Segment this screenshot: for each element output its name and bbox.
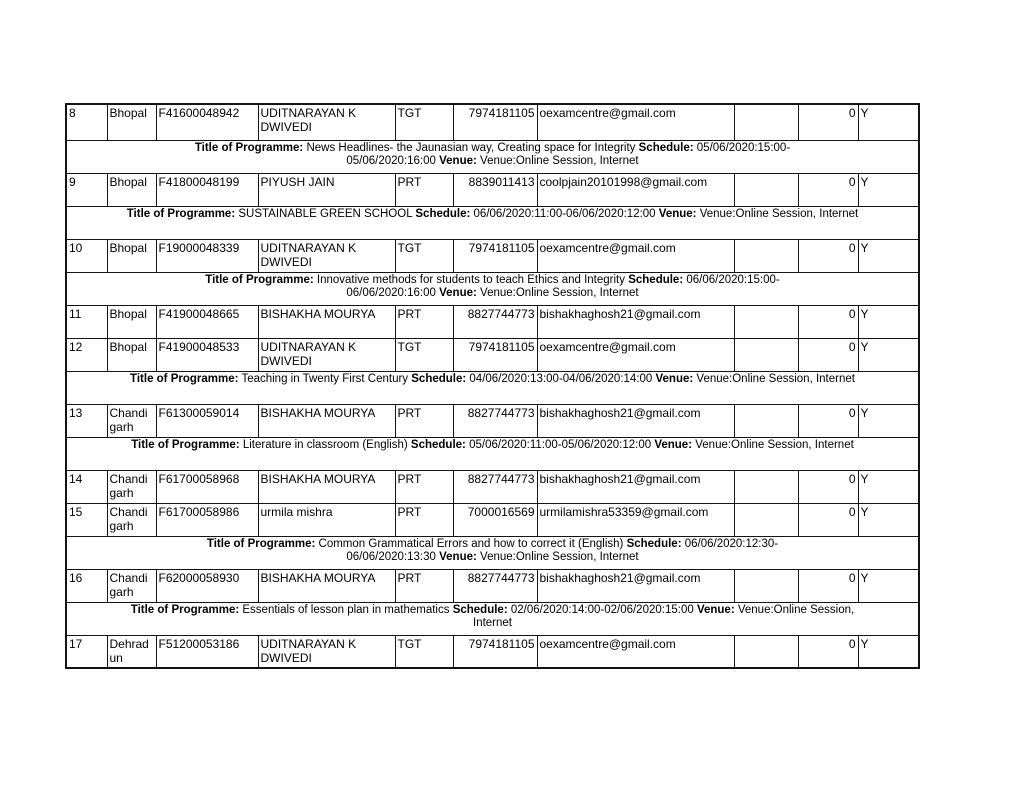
cell-count: 0 [798, 404, 858, 437]
programme-title-row [66, 371, 919, 404]
schedule-value: 05/06/2020:16:00 [346, 155, 440, 167]
cell-email: coolpjain20101998@gmail.com [537, 173, 734, 206]
cell-blank [734, 569, 798, 602]
cell-city: Bhopal [107, 104, 156, 140]
cell-phone: 7974181105 [453, 338, 537, 371]
cell-blank [734, 338, 798, 371]
programme-name: Innovative methods for students to teach Ethics and Integrity [313, 273, 629, 286]
cell-application-id: F41600048942 [156, 104, 258, 140]
cell-city: Chandigarh [107, 470, 156, 503]
table-row [66, 338, 919, 371]
cell-application-id: F61300059014 [156, 404, 258, 437]
cell-blank [734, 239, 798, 272]
programme-title-cell [66, 371, 919, 404]
venue-label: Venue: [439, 155, 477, 167]
cell-phone: 8827744773 [453, 305, 537, 338]
cell-serial: 9 [66, 173, 107, 206]
cell-serial: 16 [66, 569, 107, 602]
table-row [66, 104, 919, 140]
programme-title-text [69, 373, 916, 387]
schedule-label: Schedule: [452, 603, 508, 616]
title-label: Title of Programme: [205, 273, 314, 286]
schedule-value: 06/06/2020:13:30 [346, 551, 440, 563]
schedule-label: Schedule: [638, 141, 694, 154]
cell-application-id: F62000058930 [156, 569, 258, 602]
programme-title-text [69, 208, 916, 222]
cell-phone: 7974181105 [453, 104, 537, 140]
cell-flag: Y [858, 569, 919, 602]
programme-name: Literature in classroom (English) [239, 438, 411, 451]
programme-title-cell [66, 140, 919, 173]
table-row [66, 173, 919, 206]
programme-title-cell [66, 206, 919, 239]
programme-title-row [66, 536, 919, 569]
cell-count: 0 [798, 104, 858, 140]
cell-participant-name: BISHAKHA MOURYA [258, 470, 395, 503]
schedule-value: 06/06/2020:15:00- [683, 273, 780, 286]
programme-name: Teaching in Twenty First Century [238, 372, 412, 385]
cell-email: oexamcentre@gmail.com [537, 239, 734, 272]
programme-title-row [66, 272, 919, 305]
cell-flag: Y [858, 635, 919, 668]
schedule-value: 06/06/2020:11:00-06/06/2020:12:00 [470, 207, 659, 220]
cell-blank [734, 305, 798, 338]
schedule-label: Schedule: [411, 372, 467, 385]
cell-designation: PRT [395, 305, 453, 338]
schedule-label: Schedule: [415, 207, 471, 220]
cell-city: Bhopal [107, 305, 156, 338]
cell-city: Bhopal [107, 338, 156, 371]
venue-label: Venue: [439, 551, 477, 563]
cell-phone: 8827744773 [453, 404, 537, 437]
cell-flag: Y [858, 173, 919, 206]
cell-count: 0 [798, 503, 858, 536]
cell-application-id: F61700058986 [156, 503, 258, 536]
programme-title-text [69, 142, 916, 169]
cell-email: urmilamishra53359@gmail.com [537, 503, 734, 536]
table-row [66, 635, 919, 668]
cell-phone: 7974181105 [453, 239, 537, 272]
schedule-label: Schedule: [410, 438, 466, 451]
table-row [66, 305, 919, 338]
cell-designation: PRT [395, 404, 453, 437]
cell-email: bishakhaghosh21@gmail.com [537, 404, 734, 437]
schedule-value: 06/06/2020:12:30- [681, 537, 779, 550]
venue-label: Venue: [654, 438, 693, 451]
cell-flag: Y [858, 470, 919, 503]
cell-phone: 7000016569 [453, 503, 537, 536]
cell-participant-name: PIYUSH JAIN [258, 173, 395, 206]
cell-email: oexamcentre@gmail.com [537, 635, 734, 668]
programme-title-row [66, 437, 919, 470]
title-label: Title of Programme: [130, 603, 240, 616]
programme-title-text [69, 274, 916, 301]
cell-flag: Y [858, 305, 919, 338]
cell-email: bishakhaghosh21@gmail.com [537, 470, 734, 503]
cell-email: oexamcentre@gmail.com [537, 338, 734, 371]
cell-city: Chandigarh [107, 404, 156, 437]
venue-label: Venue: [655, 372, 694, 385]
programme-name: Essentials of lesson plan in mathematics [239, 603, 453, 616]
cell-email: oexamcentre@gmail.com [537, 104, 734, 140]
schedule-value: 02/06/2020:14:00-02/06/2020:15:00 [507, 603, 697, 616]
cell-blank [734, 404, 798, 437]
programme-title-cell [66, 602, 919, 635]
cell-participant-name: UDITNARAYAN K DWIVEDI [258, 338, 395, 371]
venue-value: Venue:Online Session, Internet [476, 551, 639, 563]
cell-application-id: F41800048199 [156, 173, 258, 206]
cell-flag: Y [858, 104, 919, 140]
cell-application-id: F41900048665 [156, 305, 258, 338]
cell-designation: TGT [395, 239, 453, 272]
cell-serial: 8 [66, 104, 107, 140]
cell-designation: PRT [395, 173, 453, 206]
cell-flag: Y [858, 503, 919, 536]
venue-label: Venue: [696, 603, 735, 616]
cell-email: bishakhaghosh21@gmail.com [537, 305, 734, 338]
cell-blank [734, 635, 798, 668]
cell-phone: 8839011413 [453, 173, 537, 206]
venue-value: Venue:Online Session, Internet [476, 155, 639, 167]
cell-serial: 12 [66, 338, 107, 371]
cell-blank [734, 173, 798, 206]
cell-participant-name: UDITNARAYAN K DWIVEDI [258, 239, 395, 272]
programme-title-row [66, 206, 919, 239]
cell-count: 0 [798, 470, 858, 503]
cell-participant-name: UDITNARAYAN K DWIVEDI [258, 635, 395, 668]
programme-title-cell [66, 272, 919, 305]
cell-count: 0 [798, 173, 858, 206]
programme-title-text [69, 538, 916, 565]
venue-value: Venue:Online Session, Internet [692, 438, 854, 451]
cell-phone: 7974181105 [453, 635, 537, 668]
cell-participant-name: BISHAKHA MOURYA [258, 305, 395, 338]
schedule-label: Schedule: [628, 273, 684, 286]
programme-table [65, 103, 920, 669]
cell-serial: 13 [66, 404, 107, 437]
cell-city: Bhopal [107, 239, 156, 272]
cell-designation: PRT [395, 470, 453, 503]
programme-name: Common Grammatical Errors and how to correct it (English) [315, 537, 627, 550]
cell-count: 0 [798, 239, 858, 272]
cell-city: Chandigarh [107, 569, 156, 602]
cell-serial: 10 [66, 239, 107, 272]
title-label: Title of Programme: [194, 141, 304, 154]
schedule-value: 05/06/2020:11:00-05/06/2020:12:00 [465, 438, 655, 451]
schedule-label: Schedule: [626, 537, 682, 550]
venue-label: Venue: [658, 207, 697, 220]
programme-name: SUSTAINABLE GREEN SCHOOL [235, 207, 416, 220]
title-label: Title of Programme: [131, 438, 240, 451]
cell-application-id: F19000048339 [156, 239, 258, 272]
venue-value: Venue:Online Session, Internet [696, 207, 859, 220]
cell-blank [734, 503, 798, 536]
cell-city: Chandigarh [107, 503, 156, 536]
cell-designation: PRT [395, 569, 453, 602]
schedule-value: 04/06/2020:13:00-04/06/2020:14:00 [466, 372, 656, 385]
cell-city: Dehradun [107, 635, 156, 668]
title-label: Title of Programme: [206, 537, 316, 550]
cell-participant-name: BISHAKHA MOURYA [258, 404, 395, 437]
cell-blank [734, 470, 798, 503]
venue-value: Internet [473, 617, 512, 629]
cell-blank [734, 104, 798, 140]
cell-designation: PRT [395, 503, 453, 536]
cell-phone: 8827744773 [453, 569, 537, 602]
title-label: Title of Programme: [126, 207, 236, 220]
cell-flag: Y [858, 338, 919, 371]
cell-city: Bhopal [107, 173, 156, 206]
cell-serial: 11 [66, 305, 107, 338]
schedule-value: 06/06/2020:16:00 [346, 287, 440, 299]
table-row [66, 404, 919, 437]
table-row [66, 239, 919, 272]
programme-title-cell [66, 437, 919, 470]
venue-value: Venue:Online Session, [734, 603, 855, 616]
programme-title-cell [66, 536, 919, 569]
cell-application-id: F41900048533 [156, 338, 258, 371]
cell-count: 0 [798, 569, 858, 602]
table-row [66, 470, 919, 503]
venue-value: Venue:Online Session, Internet [693, 372, 855, 385]
cell-participant-name: BISHAKHA MOURYA [258, 569, 395, 602]
cell-phone: 8827744773 [453, 470, 537, 503]
cell-flag: Y [858, 239, 919, 272]
cell-count: 0 [798, 635, 858, 668]
cell-serial: 14 [66, 470, 107, 503]
venue-label: Venue: [439, 287, 477, 299]
programme-title-row [66, 140, 919, 173]
venue-value: Venue:Online Session, Internet [476, 287, 639, 299]
title-label: Title of Programme: [130, 372, 239, 385]
programme-title-text [69, 604, 916, 631]
cell-serial: 15 [66, 503, 107, 536]
cell-application-id: F61700058968 [156, 470, 258, 503]
cell-designation: TGT [395, 635, 453, 668]
table-row [66, 569, 919, 602]
table-row [66, 503, 919, 536]
programme-title-row [66, 602, 919, 635]
cell-count: 0 [798, 305, 858, 338]
cell-serial: 17 [66, 635, 107, 668]
cell-count: 0 [798, 338, 858, 371]
programme-title-text [69, 439, 916, 453]
cell-designation: TGT [395, 104, 453, 140]
programme-name: News Headlines- the Jaunasian way, Creating space for Integrity [303, 141, 639, 154]
schedule-value: 05/06/2020:15:00- [693, 141, 791, 154]
programme-table-body [66, 104, 919, 668]
cell-participant-name: urmila mishra [258, 503, 395, 536]
cell-participant-name: UDITNARAYAN K DWIVEDI [258, 104, 395, 140]
cell-designation: TGT [395, 338, 453, 371]
cell-application-id: F51200053186 [156, 635, 258, 668]
cell-email: bishakhaghosh21@gmail.com [537, 569, 734, 602]
cell-flag: Y [858, 404, 919, 437]
